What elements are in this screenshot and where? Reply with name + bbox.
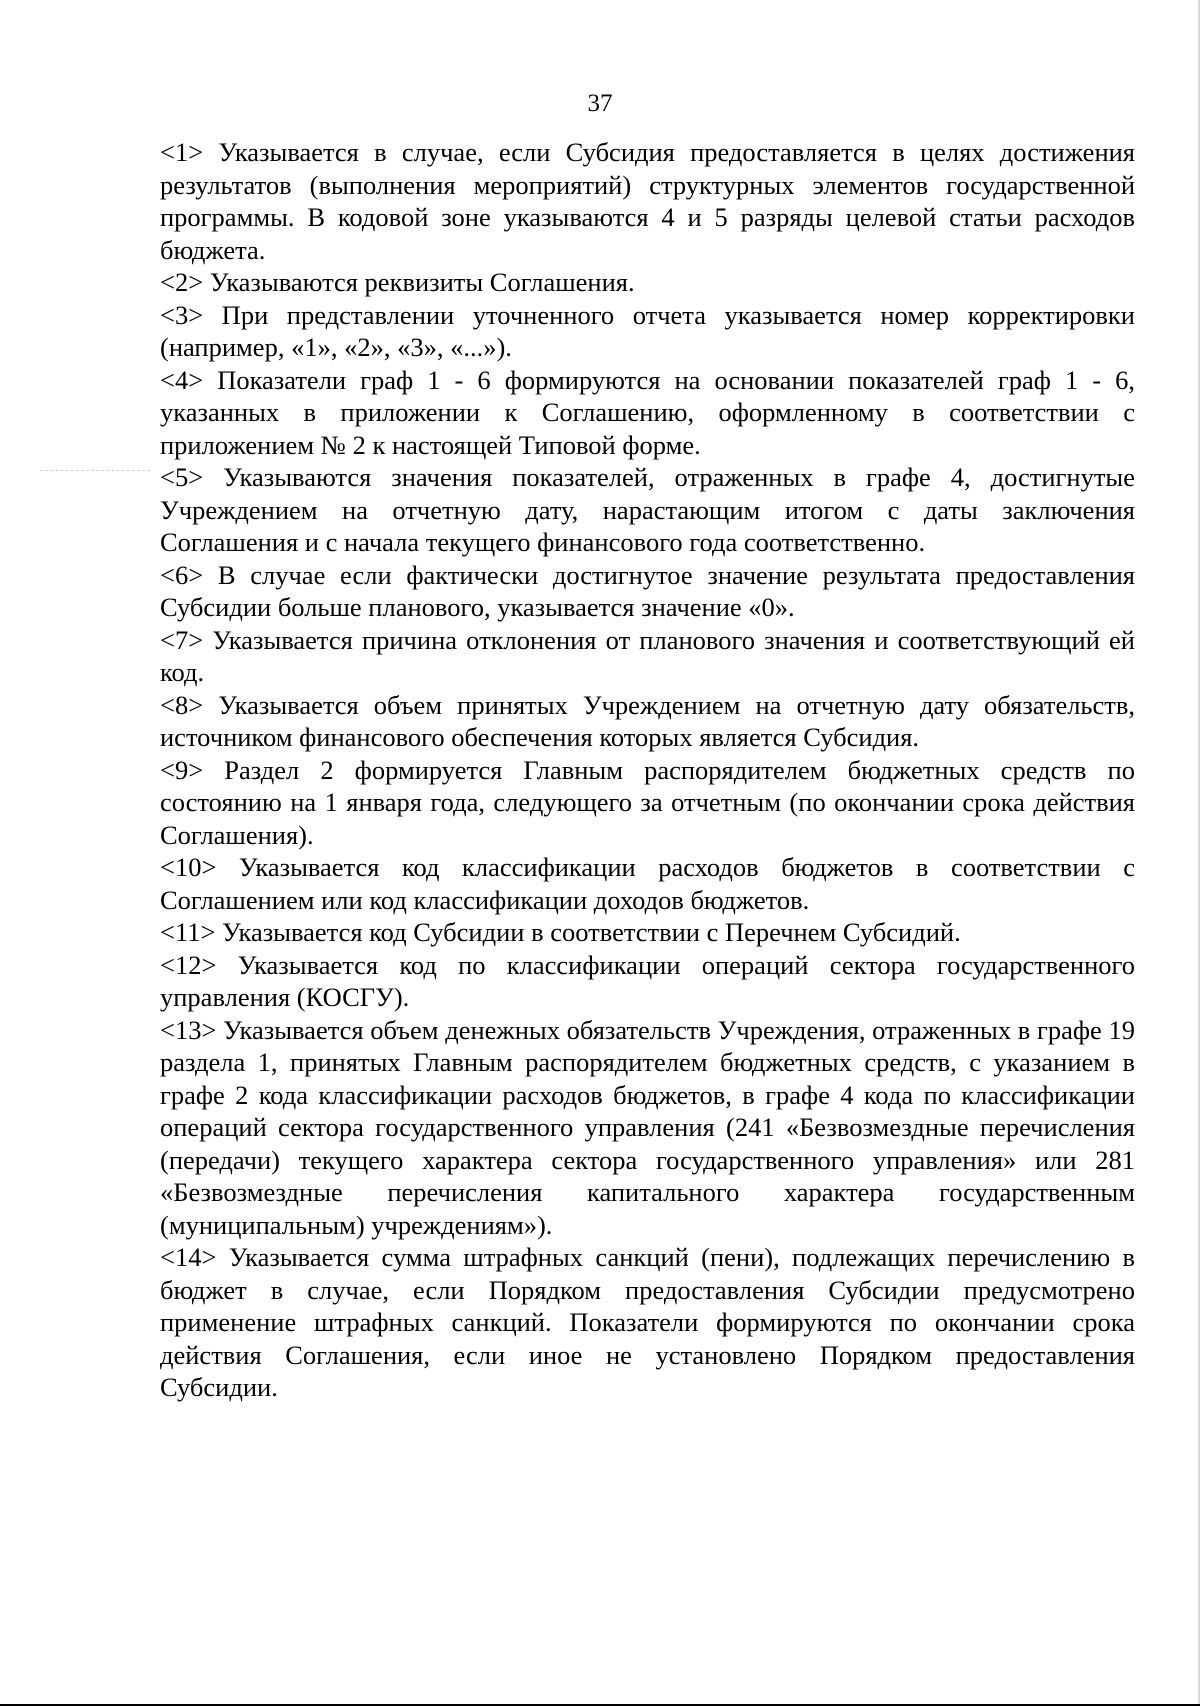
footnote-4: <4> Показатели граф 1 - 6 формируются на основании показателей граф 1 - 6, указанных в приложении к Соглашению, оформленному в соответствии с приложением № 2 к настоящей Типовой форме. — [160, 364, 1135, 460]
footnote-14: <14> Указывается сумма штрафных санкций (пени), подлежащих перечислению в бюджет в случае, если Порядком предоставления Субсидии предусмотрено применение штрафных санкций. Показатели формируются по окончании срока действия Соглашения, если иное не установлено Порядком предоставления Субсидии. — [160, 1242, 1135, 1402]
footnote-6: <6> В случае если фактически достигнутое значение результата предоставления Субсидии больше планового, указывается значение «0». — [160, 559, 1135, 622]
footnote-8: <8> Указывается объем принятых Учреждением на отчетную дату обязательств, источником финансового обеспечения которых является Субсидия. — [160, 689, 1135, 752]
footnotes-block — [160, 136, 1135, 1404]
page-number: 37 — [587, 90, 613, 117]
footnote-11: <11> Указывается код Субсидии в соответствии с Перечнем Субсидий. — [160, 917, 961, 947]
footnote-10: <10> Указывается код классификации расходов бюджетов в соответствии с Соглашением или код классификации доходов бюджетов. — [160, 852, 1135, 915]
footnote-1: <1> Указывается в случае, если Субсидия предоставляется в целях достижения результатов (выполнения мероприятий) структурных элементов государственной программы. В кодовой зоне указываются 4 и 5 разряды целевой статьи расходов бюджета. — [160, 137, 1135, 265]
footnote-3: <3> При представлении уточненного отчета указывается номер корректировки (например, «1», «2», «3», «...»). — [160, 299, 1135, 362]
footnote-5: <5> Указываются значения показателей, отраженных в графе 4, достигнутые Учреждением на отчетную дату, нарастающим итогом с даты заключения Соглашения и с начала текущего финансового года соответственно. — [160, 462, 1135, 557]
scan-margin-mark — [40, 470, 150, 472]
footnote-2: <2> Указываются реквизиты Соглашения. — [160, 267, 635, 297]
footnote-7: <7> Указывается причина отклонения от планового значения и соответствующий ей код. — [160, 624, 1135, 687]
footnote-9: <9> Раздел 2 формируется Главным распорядителем бюджетных средств по состоянию на 1 января года, следующего за отчетным (по окончании срока действия Соглашения). — [160, 754, 1135, 850]
footnote-13: <13> Указывается объем денежных обязательств Учреждения, отраженных в графе 19 раздела 1, принятых Главным распорядителем бюджетных средств, с указанием в графе 2 кода классификации расходов бюджетов, в графе 4 кода по классификации операций сектора государственного управления (241 «Безвозмездные перечисления (передачи) текущего характера сектора государственного управления» или 281 «Безвозмездные перечисления капитального характера государственным (муниципальным) учреждениям»). — [160, 1014, 1135, 1240]
footnote-12: <12> Указывается код по классификации операций сектора государственного управления (КОСГУ). — [160, 949, 1135, 1012]
